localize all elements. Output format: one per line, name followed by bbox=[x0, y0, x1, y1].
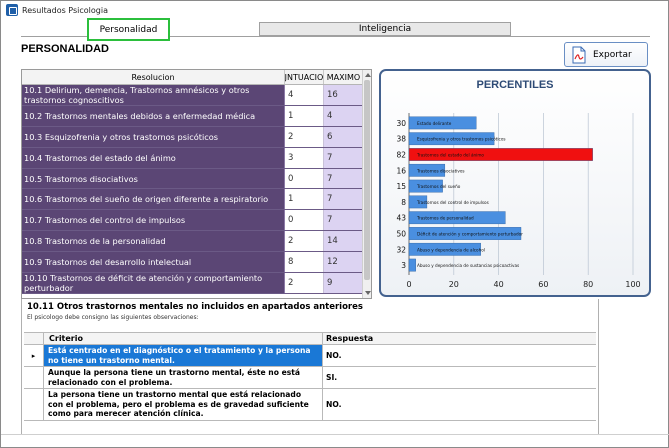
header-criterio[interactable]: Criterio bbox=[44, 333, 323, 344]
cell-maximo[interactable]: 7 bbox=[324, 210, 364, 230]
y-tick-label: 43 bbox=[396, 213, 406, 223]
cell-criterio: La persona tiene un trastorno mental que está relacionado con el problema, pero el problema es de gravedad suficiente como para merecer atención clínica. bbox=[44, 389, 323, 420]
y-tick-label: 32 bbox=[396, 245, 406, 255]
y-tick-label: 15 bbox=[396, 182, 406, 192]
cell-resolucion: 10.8 Trastornos de la personalidad bbox=[22, 231, 285, 251]
scroll-down-icon[interactable] bbox=[365, 291, 371, 295]
header-resolucion[interactable]: Resolucion bbox=[22, 70, 285, 84]
y-tick-label: 38 bbox=[396, 134, 406, 144]
cell-criterio: Está centrado en el diagnóstico o el tratamiento y la persona no tiene un trastorno mental. bbox=[44, 345, 323, 366]
cell-puntuacion[interactable]: 8 bbox=[285, 252, 324, 272]
grid-body bbox=[22, 85, 364, 294]
cell-puntuacion[interactable]: 0 bbox=[285, 169, 324, 189]
bar-label: Abuso y dependencia de sustancias psicoactivas bbox=[417, 263, 520, 269]
export-button-label: Exportar bbox=[593, 49, 632, 60]
cell-resolucion: 10.10 Trastornos de déficit de atención y comportamiento perturbador bbox=[22, 273, 285, 293]
criteria-table bbox=[24, 332, 596, 421]
cell-maximo[interactable]: 7 bbox=[324, 148, 364, 168]
bar-label: Trastornos del estado del ánimo bbox=[417, 152, 484, 158]
percentiles-chart bbox=[381, 71, 649, 295]
detail-subtitle: El psicologo debe consigno las siguientes observaciones: bbox=[27, 314, 199, 321]
tab-inteligencia[interactable]: Inteligencia bbox=[259, 22, 511, 36]
bar-label: Déficit de atención y comportamiento perturbador bbox=[417, 231, 523, 237]
cell-resolucion: 10.3 Esquizofrenia y otros trastornos psicóticos bbox=[22, 127, 285, 147]
row-indicator-header bbox=[24, 333, 44, 344]
bar-label: Abuso y dependencia de alcohol bbox=[417, 247, 485, 253]
results-grid[interactable] bbox=[21, 69, 372, 299]
cell-puntuacion[interactable]: 1 bbox=[285, 189, 324, 209]
x-tick-label: 40 bbox=[493, 280, 504, 289]
cell-respuesta[interactable]: NO. bbox=[326, 399, 342, 409]
cell-maximo[interactable]: 4 bbox=[324, 106, 364, 126]
grid-row[interactable] bbox=[22, 231, 364, 252]
bar-label: Trastornos del control de impulsos bbox=[417, 199, 489, 205]
cell-maximo[interactable]: 9 bbox=[324, 273, 364, 293]
window-title: Resultados Psicologia bbox=[22, 5, 108, 15]
cell-puntuacion[interactable]: 2 bbox=[285, 127, 324, 147]
y-tick-label: 30 bbox=[396, 118, 406, 128]
cell-resolucion: 10.7 Trastornos del control de impulsos bbox=[22, 210, 285, 230]
bar-label: Trastornos del sueño bbox=[417, 184, 461, 190]
grid-row[interactable] bbox=[22, 127, 364, 148]
criteria-row[interactable] bbox=[24, 367, 596, 389]
criteria-body bbox=[24, 345, 596, 421]
grid-row[interactable] bbox=[22, 85, 364, 106]
cell-resolucion: 10.1 Delirium, demencia, Trastornos amnésicos y otros trastornos cognoscitivos bbox=[22, 85, 285, 105]
cell-resolucion: 10.2 Trastornos mentales debidos a enfermedad médica bbox=[22, 106, 285, 126]
grid-row[interactable] bbox=[22, 273, 364, 294]
header-maximo[interactable]: MAXIMO bbox=[324, 70, 364, 84]
bar-label: Trastornos de personalidad bbox=[417, 215, 474, 221]
grid-row[interactable] bbox=[22, 252, 364, 273]
row-indicator: ▸ bbox=[24, 345, 44, 366]
bar-label: Trastornos disociativos bbox=[417, 168, 465, 174]
cell-respuesta[interactable]: SI. bbox=[326, 373, 338, 382]
cell-resolucion: 10.6 Trastornos del sueño de origen diferente a respiratorio bbox=[22, 189, 285, 209]
cell-maximo[interactable]: 7 bbox=[324, 169, 364, 189]
cell-resolucion: 10.4 Trastornos del estado del ánimo bbox=[22, 148, 285, 168]
cell-puntuacion[interactable]: 3 bbox=[285, 148, 324, 168]
x-tick-label: 80 bbox=[583, 280, 594, 289]
bottom-divider bbox=[1, 434, 669, 435]
header-respuesta[interactable]: Respuesta bbox=[326, 334, 374, 343]
cell-puntuacion[interactable]: 4 bbox=[285, 85, 324, 105]
cell-puntuacion[interactable]: 2 bbox=[285, 231, 324, 251]
scroll-up-icon[interactable] bbox=[365, 73, 371, 77]
cell-maximo[interactable]: 14 bbox=[324, 231, 364, 251]
cell-puntuacion[interactable]: 1 bbox=[285, 106, 324, 126]
scroll-thumb[interactable] bbox=[364, 80, 370, 280]
x-tick-label: 100 bbox=[625, 280, 641, 289]
cell-criterio: Aunque la persona tiene un trastorno mental, éste no está relacionado con el problema. bbox=[44, 367, 323, 388]
detail-title: 10.11 Otros trastornos mentales no incluidos en apartados anteriores bbox=[27, 302, 363, 312]
criteria-header bbox=[24, 333, 596, 345]
tab-personalidad[interactable]: Personalidad bbox=[87, 18, 170, 41]
grid-row[interactable] bbox=[22, 106, 364, 127]
export-button[interactable] bbox=[564, 42, 648, 67]
cell-maximo[interactable]: 7 bbox=[324, 189, 364, 209]
bar bbox=[409, 259, 416, 271]
y-tick-label: 3 bbox=[401, 261, 406, 271]
cell-puntuacion[interactable]: 2 bbox=[285, 273, 324, 293]
bar-label: Estado delirante bbox=[417, 120, 452, 126]
cell-resolucion: 10.9 Trastornos del desarrollo intelectual bbox=[22, 252, 285, 272]
y-tick-label: 16 bbox=[396, 166, 406, 176]
y-tick-label: 8 bbox=[401, 197, 406, 207]
x-tick-label: 20 bbox=[448, 280, 459, 289]
cell-maximo[interactable]: 6 bbox=[324, 127, 364, 147]
percentiles-panel bbox=[379, 69, 651, 297]
grid-row[interactable] bbox=[22, 189, 364, 210]
y-tick-label: 82 bbox=[396, 150, 406, 160]
x-tick-label: 0 bbox=[406, 280, 412, 289]
x-tick-label: 60 bbox=[538, 280, 549, 289]
pdf-export-icon bbox=[571, 46, 587, 64]
y-tick-label: 50 bbox=[396, 229, 406, 239]
grid-scrollbar[interactable] bbox=[362, 70, 371, 298]
page-title: PERSONALIDAD bbox=[21, 43, 110, 55]
row-indicator bbox=[24, 389, 44, 420]
title-bar bbox=[1, 1, 668, 19]
grid-row[interactable] bbox=[22, 148, 364, 169]
bar-label: Esquizofrenia y otros trastornos psicóticos bbox=[417, 136, 506, 142]
cell-maximo[interactable]: 16 bbox=[324, 85, 364, 105]
app-icon bbox=[6, 4, 18, 16]
cell-respuesta[interactable]: NO. bbox=[326, 351, 342, 360]
chart-title: PERCENTILES bbox=[476, 79, 554, 91]
grid-row[interactable] bbox=[22, 169, 364, 190]
grid-row[interactable] bbox=[22, 210, 364, 231]
criteria-row[interactable] bbox=[24, 345, 596, 367]
grid-header bbox=[22, 70, 364, 85]
cell-maximo[interactable]: 12 bbox=[324, 252, 364, 272]
cell-puntuacion[interactable]: 0 bbox=[285, 210, 324, 230]
criteria-row[interactable] bbox=[24, 389, 596, 421]
cell-resolucion: 10.5 Trastornos disociativos bbox=[22, 169, 285, 189]
row-indicator bbox=[24, 367, 44, 388]
header-puntuacion[interactable]: JNTUACIO bbox=[285, 70, 324, 84]
detail-panel bbox=[21, 299, 599, 435]
